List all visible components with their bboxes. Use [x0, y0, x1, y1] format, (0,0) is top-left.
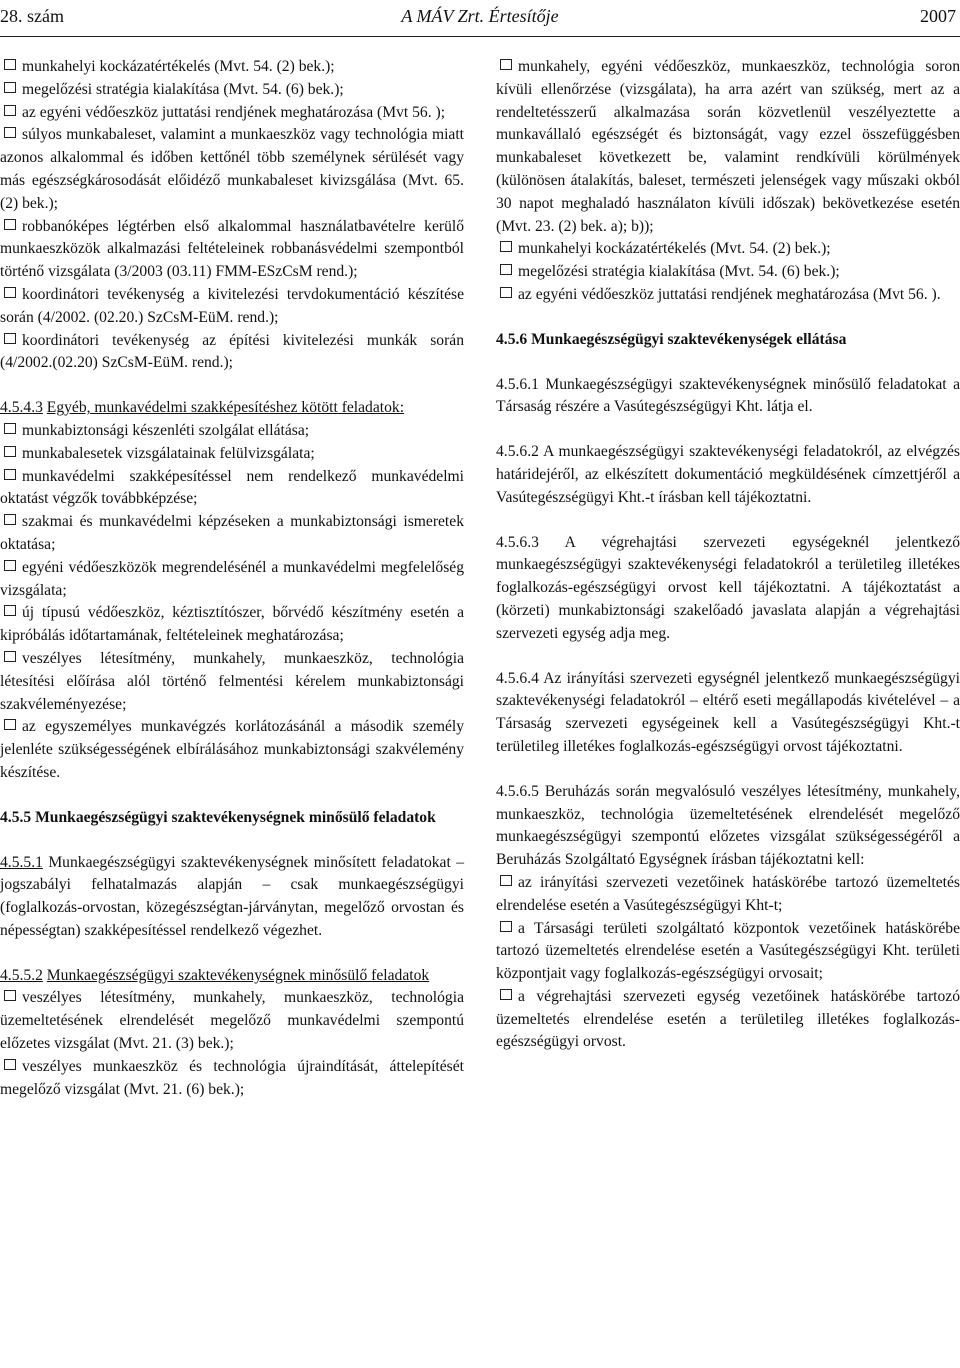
list-item: veszélyes létesítmény, munkahely, munkaeszköz, technológia létesítési előírása alól történő felmentési kérelem munkabiztonsági szakvéleményezése; — [0, 649, 464, 713]
list-item: a végrehajtási szervezeti egység vezetőinek hatáskörébe tartozó üzemeltetés elrendelése esetén a területileg illetékes foglalkozás-egészségügyi orvost. — [496, 987, 960, 1051]
list-item: munkahely, egyéni védőeszköz, munkaeszköz, technológia soron kívüli ellenőrzése (vizsgálata), ha arra azért van szükség, mert az a rendeltetésszerű alkalmazása során közvetlenül veszélyeztette a munkavállaló egészségét és biztonságát, vagy ezzel összefüggésben munkabaleset következett be, valamint rendkívüli körülmények (különösen átalakítás, baleset, természeti jelenségek vagy műszaki okból 30 napot meghaladó használaton kívüli időszak) bekövetkezése esetén (Mvt. 23. (2) bek. a); b)); — [496, 58, 960, 235]
list-item: munkabiztonsági készenléti szolgálat ellátása; — [0, 420, 464, 443]
left-column — [0, 56, 464, 1101]
section-4552-heading: 4.5.5.2 Munkaegészségügyi szaktevékenységnek minősülő feladatok — [0, 966, 430, 984]
checkbox-icon — [4, 82, 16, 93]
list-item: új típusú védőeszköz, kéztisztítószer, bőrvédő készítmény esetén a kipróbálás időtartamának, feltételeinek meghatározása; — [0, 604, 464, 645]
list-item: egyéni védőeszközök megrendelésénél a munkavédelmi megfelelőség vizsgálata; — [0, 558, 464, 599]
checkbox-icon — [500, 241, 512, 252]
list-item: munkavédelmi szakképesítéssel nem rendelkező munkavédelmi oktatást végzők továbbképzése; — [0, 467, 464, 508]
section-456-heading: 4.5.6 Munkaegészségügyi szaktevékenységek ellátása — [496, 330, 847, 348]
checkbox-icon — [4, 105, 16, 116]
checkbox-icon — [4, 990, 16, 1001]
right-top-list — [496, 56, 960, 307]
spacer — [496, 352, 960, 374]
spacer — [496, 646, 960, 668]
spacer — [496, 510, 960, 532]
issue-number: 28. szám — [0, 6, 64, 26]
checkbox-icon — [500, 287, 512, 298]
checkbox-icon — [4, 1059, 16, 1070]
spacer — [496, 759, 960, 781]
checkbox-icon — [4, 719, 16, 730]
list-item: robbanóképes légtérben első alkalommal használatbavételre kerülő munkaeszközök alkalmazási feltételeinek robbanásvédelmi szempontból történő vizsgálata (3/2003 (03.11) FMM-ESzCsM rend.); — [0, 217, 464, 281]
list-item: az egyszemélyes munkavégzés korlátozásánál a második személy jelenléte szükségességének elbírálásához munkabiztonsági szakvélemény készítése. — [0, 718, 464, 781]
right-column — [496, 56, 960, 1054]
list-item: veszélyes létesítmény, munkahely, munkaeszköz, technológia üzemeltetésének elrendelését megelőző munkavédelmi szempontú előzetes vizsgálat (Mvt. 21. (3) bek.); — [0, 989, 464, 1053]
section-4564-paragraph: 4.5.6.4 Az irányítási szervezeti egységnél jelentkező munkaegészségügyi szaktevékenységi feladatokról – eltérő eseti megállapodás kivételével – a Társaság szervezeti egységeinek kell a Vasútegészségügyi Kht.-t területileg illetékes foglalkozás-egészségügyi orvost tájékoztatni. — [496, 669, 960, 755]
list-item: súlyos munkabaleset, valamint a munkaeszköz vagy technológia miatt azonos alkalommal és időben kettőnél több személynek sérülését vagy más egészségkárosodását előidéző munkabaleset kivizsgálása (Mvt. 65. (2) bek.); — [0, 126, 464, 212]
list-item: szakmai és munkavédelmi képzéseken a munkabiztonsági ismeretek oktatása; — [0, 513, 464, 553]
checkbox-icon — [4, 560, 16, 571]
list-item: az egyéni védőeszköz juttatási rendjének meghatározása (Mvt 56. ). — [496, 284, 960, 307]
checkbox-icon — [4, 59, 16, 70]
publication-year: 2007 — [920, 6, 956, 26]
left-top-list — [0, 56, 464, 375]
section-4565-list — [496, 872, 960, 1054]
spacer — [0, 830, 464, 852]
checkbox-icon — [500, 264, 512, 275]
section-4551-paragraph: 4.5.5.1 Munkaegészségügyi szaktevékenységnek minősített feladatokat – jogszabályi felhatalmazás alapján – csak munkaegészségügyi (foglalkozás-orvostan, közegészségtan-járványtan, megelőző orvostan és népességtan) szakképesítéssel rendelkező végezhet. — [0, 853, 465, 939]
list-item: koordinátori tevékenység az építési kivitelezési munkák során (4/2002.(02.20) SzCsM-EüM. rend.); — [0, 331, 464, 372]
checkbox-icon — [4, 127, 16, 138]
checkbox-icon — [4, 333, 16, 344]
section-455-heading: 4.5.5 Munkaegészségügyi szaktevékenységnek minősülő feladatok — [0, 808, 436, 826]
spacer — [0, 785, 464, 807]
checkbox-icon — [4, 514, 16, 525]
spacer — [496, 307, 960, 329]
publication-title: A MÁV Zrt. Értesítője — [401, 6, 559, 26]
page-header — [0, 0, 960, 40]
section-4562-paragraph: 4.5.6.2 A munkaegészségügyi szaktevékenységi feladatokról, az elvégzés határidejéről, az elkészített dokumentáció megküldésének címzettjéről a Vasútegészségügyi Kht.-t írásban kell tájékoztatni. — [496, 443, 960, 506]
checkbox-icon — [4, 219, 16, 230]
list-item: megelőzési stratégia kialakítása (Mvt. 54. (6) bek.); — [496, 261, 960, 284]
list-item: munkahelyi kockázatértékelés (Mvt. 54. (2) bek.); — [496, 238, 960, 261]
list-item: veszélyes munkaeszköz és technológia újraindítását, áttelepítését megelőző vizsgálat (Mvt. 21. (6) bek.); — [0, 1057, 464, 1098]
checkbox-icon — [500, 921, 512, 932]
checkbox-icon — [4, 287, 16, 298]
section-4561-paragraph: 4.5.6.1 Munkaegészségügyi szaktevékenységnek minősülő feladatokat a Társaság részére a Vasútegészségügyi Kht. látja el. — [496, 375, 960, 416]
checkbox-icon — [4, 469, 16, 480]
checkbox-icon — [4, 446, 16, 457]
spacer — [0, 943, 464, 965]
list-item: a Társasági területi szolgáltató központok vezetőinek hatáskörébe tartozó üzemeltetés elrendelése esetén a Vasútegészségügyi Kht. területi központjait vagy foglalkozás-egészségügyi orvosait; — [496, 919, 960, 983]
section-4565-paragraph: 4.5.6.5 Beruházás során megvalósuló veszélyes létesítmény, munkahely, munkaeszköz, technológia üzemeltetésének elrendelését megelőző munkaegészségügyi szempontú előzetes vizsgálat szükségességéről a Beruházás Szolgáltató Egységnek írásban tájékoztatni kell: — [496, 782, 960, 869]
spacer — [496, 419, 960, 441]
list-item: koordinátori tevékenység a kivitelezési tervdokumentáció készítése során (4/2002. (02.20.) SzCsM-EüM. rend.); — [0, 285, 464, 326]
list-item: megelőzési stratégia kialakítása (Mvt. 54. (6) bek.); — [0, 79, 464, 102]
section-4552-list — [0, 987, 464, 1101]
checkbox-icon — [500, 875, 512, 886]
list-item: munkahelyi kockázatértékelés (Mvt. 54. (2) bek.); — [0, 56, 464, 79]
checkbox-icon — [500, 59, 512, 70]
checkbox-icon — [4, 423, 16, 434]
section-4563-paragraph: 4.5.6.3 A végrehajtási szervezeti egységeknél jelentkező munkaegészségügyi szaktevékenységi feladatokról a területileg illetékes foglalkozás-egészségügyi orvost kell tájékoztatni. A tájékoztatást a (körzeti) munkabiztonsági szakelőadó javaslata alapján a végrehajtási szervezeti egység adja meg. — [496, 533, 960, 642]
header-rule — [0, 36, 960, 37]
checkbox-icon — [4, 605, 16, 616]
spacer — [0, 375, 464, 397]
checkbox-icon — [500, 989, 512, 1000]
list-item: az irányítási szervezeti vezetőinek hatáskörébe tartozó üzemeltetés elrendelése esetén a Vasútegészségügyi Kht-t; — [496, 873, 960, 914]
list-item: munkabalesetek vizsgálatainak felülvizsgálata; — [0, 443, 464, 466]
checkbox-icon — [4, 651, 16, 662]
section-4543-list — [0, 420, 464, 785]
list-item: az egyéni védőeszköz juttatási rendjének meghatározása (Mvt 56. ); — [0, 102, 464, 125]
section-4543-heading: 4.5.4.3 Egyéb, munkavédelmi szakképesítéshez kötött feladatok: — [0, 399, 405, 417]
